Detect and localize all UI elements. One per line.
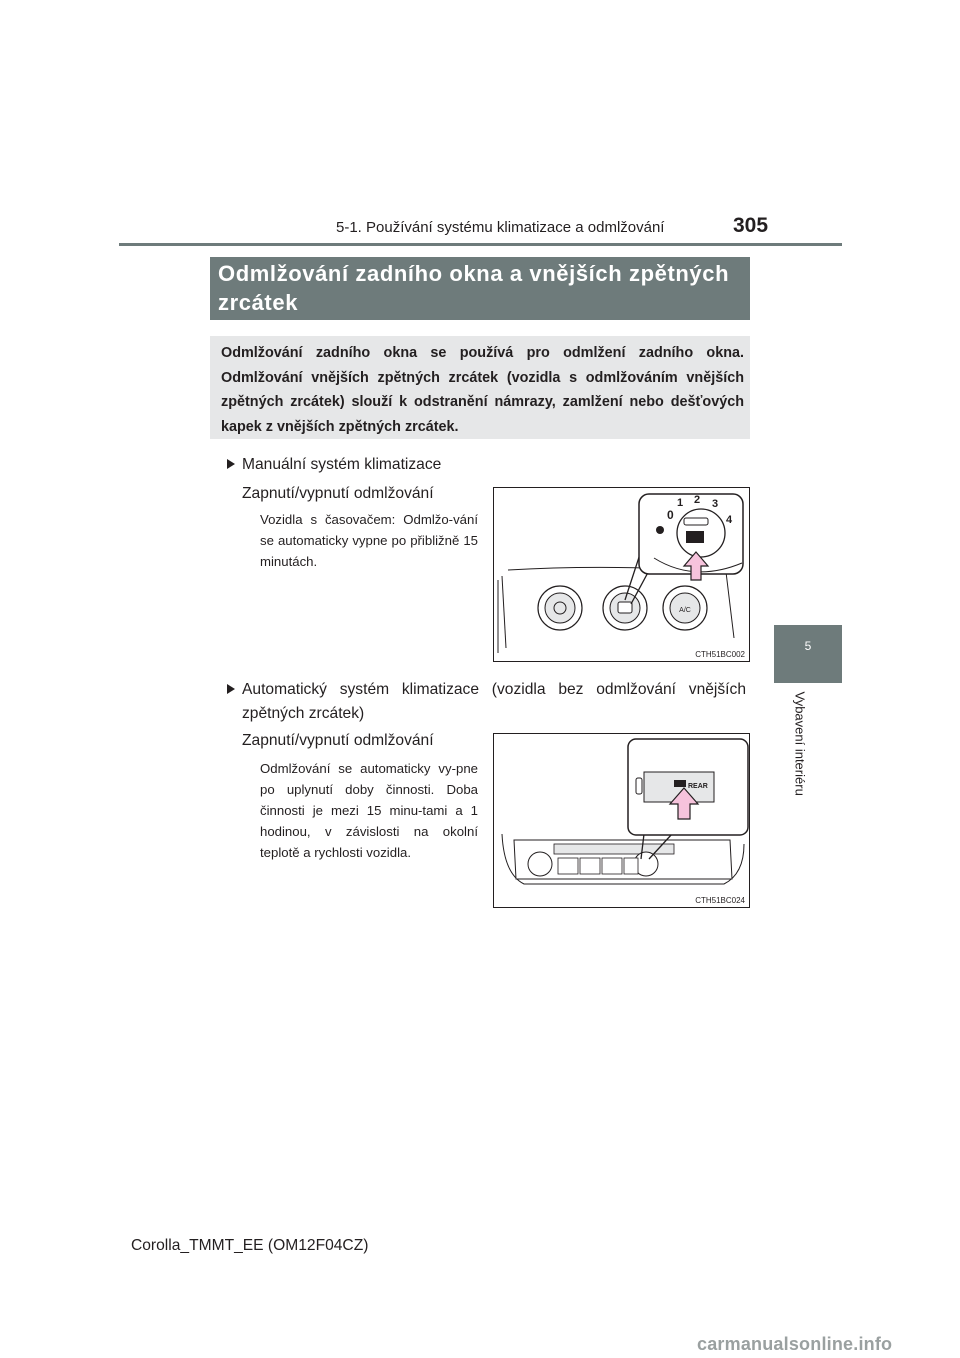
rear-button-label: REAR (688, 783, 708, 790)
section-title-box (210, 257, 750, 320)
chapter-tab (774, 625, 842, 683)
figure-code: CTH51BC024 (695, 896, 745, 905)
automatic-heading (242, 678, 746, 726)
ac-label: A/C (679, 607, 691, 614)
watermark: carmanualsonline.info (697, 1334, 893, 1354)
footer-manual-id: Corolla_TMMT_EE (OM12F04CZ) (131, 1237, 369, 1254)
dial-number-2: 2 (694, 494, 701, 506)
manual-heading-text: Manuální systém klimatizace (242, 456, 442, 473)
figure-code: CTH51BC002 (695, 650, 745, 659)
chapter-side-label (790, 691, 810, 874)
automatic-ac-illustration (494, 734, 750, 908)
dial-number-0: 0 (667, 508, 674, 522)
manual-heading (242, 453, 742, 477)
rear-defogger-icon (674, 780, 686, 787)
section-title: Odmlžování zadního okna a vnějších zpětných zrcátek (218, 261, 730, 315)
fan-icon (656, 526, 664, 534)
automatic-heading-text: Automatický systém klimatizace (vozidla bez odmlžování vnějších zpětných zrcátek) (242, 681, 746, 722)
automatic-sub: Zapnutí/vypnutí odmlžování (242, 732, 434, 749)
manual-sub: Zapnutí/vypnutí odmlžování (242, 485, 434, 502)
header-rule (119, 243, 842, 246)
automatic-note: Odmlžování se automaticky vy-pne po uplynutí doby činnosti. Doba činnosti je mezi 15 minu-tami a 1 hodinou, v závislosti na okolní teplotě a rychlosti vozidla. (260, 761, 478, 860)
bullet-triangle-icon (227, 459, 235, 469)
manual-ac-illustration (494, 488, 750, 662)
intro-text: Odmlžování zadního okna se používá pro odmlžení zadního okna. Odmlžování vnějších zpětných zrcátek (vozidla s odmlžováním vnějších zpětných zrcátek) slouží k odstranění námrazy, zamlžení nebo dešťových kapek z vnějších zpětných zrcátek. (221, 345, 744, 435)
automatic-ac-figure (493, 733, 750, 908)
dial-number-1: 1 (677, 497, 684, 509)
manual-ac-figure (493, 487, 750, 662)
intro-box (210, 336, 750, 439)
dial-number-4: 4 (726, 514, 733, 526)
manual-note: Vozidla s časovačem: Odmlžo-vání se automaticky vypne po přibližně 15 minutách. (260, 512, 478, 569)
page-number: 305 (733, 214, 769, 237)
rear-defogger-icon (686, 531, 704, 543)
dial-number-3: 3 (712, 498, 719, 510)
bullet-triangle-icon (227, 684, 235, 694)
chapter-title: Vybavení interiéru (792, 691, 808, 796)
chapter-number: 5 (804, 639, 812, 653)
section-heading: 5-1. Používání systému klimatizace a odmlžování (336, 219, 665, 236)
